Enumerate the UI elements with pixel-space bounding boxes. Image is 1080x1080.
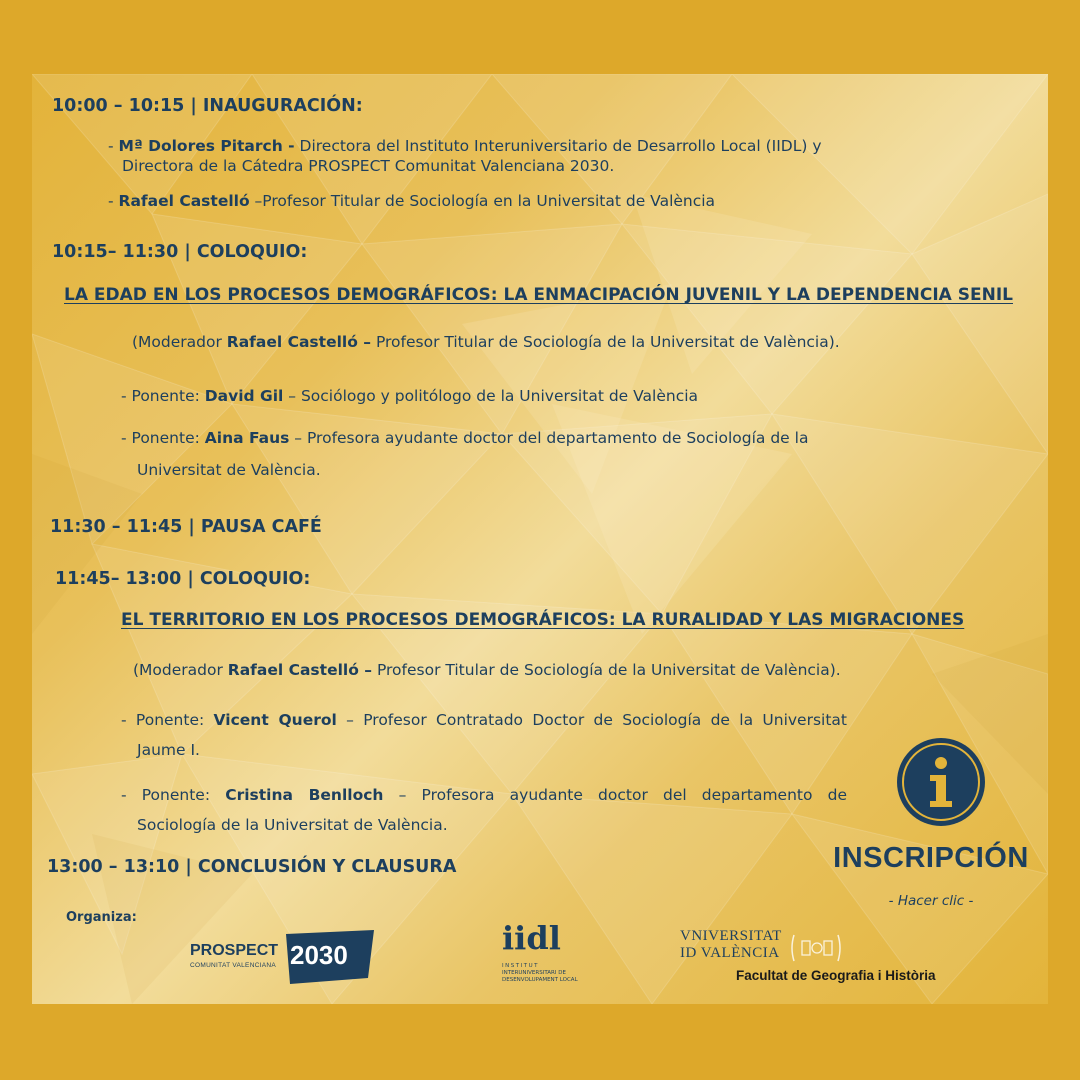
- iidl-sub-3: DESENVOLUPAMENT LOCAL: [502, 977, 578, 983]
- prospect-logo: [190, 928, 380, 986]
- speaker-name: Rafael Castelló: [118, 192, 250, 210]
- moderator-role: Profesor Titular de Sociología de la Universitat de València).: [371, 333, 840, 351]
- speaker-role: – Sociólogo y politólogo de la Universitat de València: [283, 387, 699, 405]
- speaker-prefix: Ponente:: [141, 786, 226, 804]
- speaker-name: Vicent Querol: [213, 711, 337, 729]
- speaker-role-cont: Universitat de València.: [137, 461, 321, 479]
- coloquio-2-title: EL TERRITORIO EN LOS PROCESOS DEMOGRÁFICOS: LA RURALIDAD Y LAS MIGRACIONES: [121, 610, 965, 630]
- speaker-gil: [121, 387, 698, 405]
- info-icon: [897, 738, 985, 826]
- iidl-sub-2: INTERUNIVERSITARI DE: [502, 970, 566, 976]
- speaker-name: David Gil: [204, 387, 284, 405]
- organiza-label: Organiza:: [66, 910, 137, 925]
- speaker-prefix: Ponente:: [131, 387, 205, 405]
- inscription-link[interactable]: INSCRIPCIÓN: [833, 842, 1029, 874]
- speaker-role: –Profesor Titular de Sociología en la Universitat de València: [249, 192, 716, 210]
- speaker-name: Mª Dolores Pitarch -: [118, 137, 295, 155]
- moderator-prefix: (Moderador: [133, 661, 228, 679]
- iidl-sub-1: INSTITUT: [502, 963, 539, 969]
- speaker-role-cont: Directora de la Cátedra PROSPECT Comunitat Valenciana 2030.: [122, 157, 615, 175]
- iidl-logo: [502, 919, 592, 990]
- uv-name-2: ID VALÈNCIA: [680, 945, 780, 961]
- moderator-name: Rafael Castelló –: [226, 333, 372, 351]
- coloquio-1-moderator: [132, 333, 840, 351]
- speaker-prefix: Ponente:: [135, 711, 214, 729]
- inscription-hint[interactable]: - Hacer clic -: [888, 893, 974, 909]
- coloquio-1-title: LA EDAD EN LOS PROCESOS DEMOGRÁFICOS: LA ENMACIPACIÓN JUVENIL Y LA DEPENDENCIA SENIL: [64, 285, 1013, 305]
- moderator-role: Profesor Titular de Sociología de la Universitat de València).: [372, 661, 841, 679]
- uv-logo: [680, 928, 980, 990]
- session-coloquio-1-time: 10:15– 11:30 | COLOQUIO:: [52, 242, 308, 262]
- session-clausura-time: 13:00 – 13:10 | CONCLUSIÓN Y CLAUSURA: [47, 857, 457, 877]
- speaker-role: – Profesora ayudante doctor del departamento de Sociología de la: [289, 429, 809, 447]
- speaker-prefix: Ponente:: [131, 429, 205, 447]
- iidl-name: iidl: [502, 919, 561, 957]
- session-inauguracion-time: 10:00 – 10:15 | INAUGURACIÓN:: [52, 96, 363, 116]
- list-dash: -: [121, 387, 132, 405]
- speaker-pitarch: [108, 137, 822, 155]
- speaker-name: Cristina Benlloch: [225, 786, 384, 804]
- prospect-year: 2030: [290, 940, 348, 970]
- uv-name-1: VNIVERSITAT: [680, 928, 782, 944]
- uv-faculty: Facultat de Geografia i Història: [736, 968, 936, 983]
- speaker-benlloch: [121, 786, 847, 804]
- list-dash: -: [121, 429, 132, 447]
- list-dash: -: [108, 137, 119, 155]
- speaker-castello: [108, 192, 715, 210]
- list-dash: -: [121, 786, 142, 804]
- list-dash: -: [108, 192, 119, 210]
- speaker-role: – Profesor Contratado Doctor de Sociología de la Universitat: [336, 711, 847, 729]
- speaker-name: Aina Faus: [204, 429, 290, 447]
- info-button[interactable]: [897, 738, 985, 826]
- speaker-role-cont: Jaume I.: [137, 741, 200, 759]
- speaker-faus: [121, 429, 808, 447]
- speaker-role: Directora del Instituto Interuniversitario de Desarrollo Local (IIDL) y: [294, 137, 822, 155]
- prospect-name: PROSPECT: [190, 942, 279, 959]
- moderator-prefix: (Moderador: [132, 333, 227, 351]
- speaker-querol: [121, 711, 847, 729]
- coloquio-2-moderator: [133, 661, 841, 679]
- session-coloquio-2-time: 11:45– 13:00 | COLOQUIO:: [55, 569, 311, 589]
- uv-seal-icon: [790, 932, 842, 964]
- speaker-role: – Profesora ayudante doctor del departamento de: [383, 786, 847, 804]
- moderator-name: Rafael Castelló –: [227, 661, 373, 679]
- prospect-sub: COMUNITAT VALENCIANA: [190, 962, 277, 969]
- list-dash: -: [121, 711, 136, 729]
- session-pausa-cafe: 11:30 – 11:45 | PAUSA CAFÉ: [50, 517, 322, 537]
- speaker-role-cont: Sociología de la Universitat de València.: [137, 816, 448, 834]
